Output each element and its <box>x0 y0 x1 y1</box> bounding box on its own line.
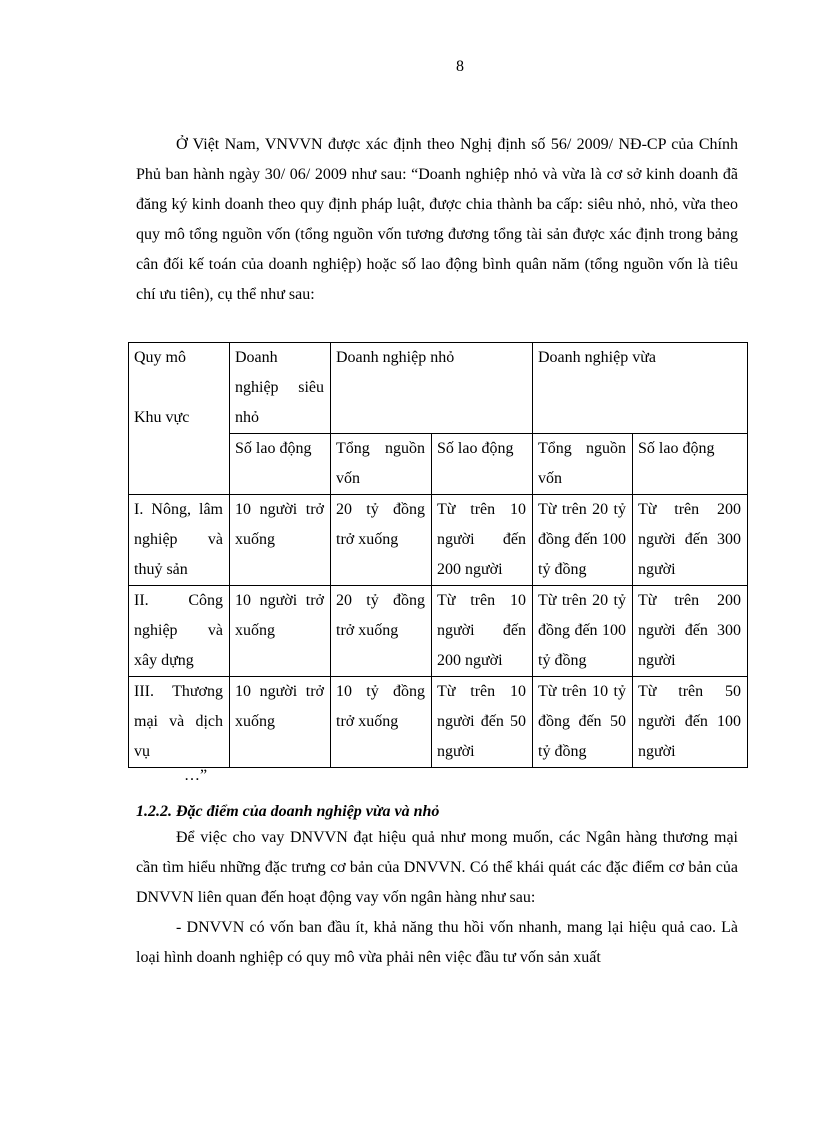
table-cell: 10 người trở xuống <box>230 495 331 586</box>
corner-scale-label: Quy mô <box>134 349 186 366</box>
table-row <box>129 495 748 586</box>
table-cell: 10 người trở xuống <box>230 586 331 677</box>
section-heading: 1.2.2. Đặc điểm của doanh nghiệp vừa và nhỏ <box>136 803 440 820</box>
table-cell: 20 tỷ đồng trở xuống <box>331 586 432 677</box>
subheader-cell: Số lao động <box>432 434 533 495</box>
subheader-cell: Số lao động <box>230 434 331 495</box>
sector-cell: III. Thương mại và dịch vụ <box>129 677 230 768</box>
table-cell: Từ trên 10 người đến 200 người <box>432 495 533 586</box>
corner-sector-label: Khu vực <box>134 409 190 426</box>
subheader-cell: Tổng nguồn vốn <box>331 434 432 495</box>
table-cell: Từ trên 200 người đến 300 người <box>633 495 748 586</box>
table-cell: Từ trên 50 người đến 100 người <box>633 677 748 768</box>
sector-cell: II. Công nghiệp và xây dựng <box>129 586 230 677</box>
table-cell: Từ trên 200 người đến 300 người <box>633 586 748 677</box>
table-cell: 10 tỷ đồng trở xuống <box>331 677 432 768</box>
table-header-row <box>129 343 748 434</box>
table-cell: Từ trên 20 tỷ đồng đến 100 tỷ đồng <box>533 586 633 677</box>
table-row <box>129 677 748 768</box>
subheader-cell: Số lao động <box>633 434 748 495</box>
table-cell: 10 người trở xuống <box>230 677 331 768</box>
table-row <box>129 586 748 677</box>
subheader-cell: Tổng nguồn vốn <box>533 434 633 495</box>
body-paragraph: - DNVVN có vốn ban đầu ít, khả năng thu hồi vốn nhanh, mang lại hiệu quả cao. Là loại hình doanh nghiệp có quy mô vừa phải nên việc đầu tư vốn sản xuất <box>136 919 738 966</box>
table-cell: Từ trên 10 người đến 200 người <box>432 586 533 677</box>
body-paragraph: Để việc cho vay DNVVN đạt hiệu quả như mong muốn, các Ngân hàng thương mại cần tìm hiểu những đặc trưng cơ bản của DNVVN. Có thể khái quát các đặc điểm cơ bản của DNVVN liên quan đến hoạt động vay vốn ngân hàng như sau: <box>136 829 738 906</box>
header-small: Doanh nghiệp nhỏ <box>331 343 533 434</box>
table-cell: 20 tỷ đồng trở xuống <box>331 495 432 586</box>
table-cell: Từ trên 10 tỷ đồng đến 50 tỷ đồng <box>533 677 633 768</box>
sector-cell: I. Nông, lâm nghiệp và thuỷ sản <box>129 495 230 586</box>
intro-paragraph: Ở Việt Nam, VNVVN được xác định theo Nghị định số 56/ 2009/ NĐ-CP của Chính Phủ ban hành ngày 30/ 06/ 2009 như sau: “Doanh nghiệp nhỏ và vừa là cơ sở kinh doanh đã đăng ký kinh doanh theo quy định pháp luật, được chia thành ba cấp: siêu nhỏ, nhỏ, vừa theo quy mô tổng nguồn vốn (tổng nguồn vốn tương đương tổng tài sản được xác định trong bảng cân đối kế toán của doanh nghiệp) hoặc số lao động bình quân năm (tổng nguồn vốn là tiêu chí ưu tiên), cụ thể như sau: <box>136 136 738 303</box>
table-cell: Từ trên 20 tỷ đồng đến 100 tỷ đồng <box>533 495 633 586</box>
header-medium: Doanh nghiệp vừa <box>533 343 748 434</box>
table-cell: Từ trên 10 người đến 50 người <box>432 677 533 768</box>
table-corner-cell <box>129 343 230 495</box>
header-micro: Doanh nghiệp siêu nhỏ <box>230 343 331 434</box>
sme-classification-table <box>128 342 748 768</box>
page-number: 8 <box>456 58 464 75</box>
quote-end-ellipsis: …” <box>184 767 208 784</box>
